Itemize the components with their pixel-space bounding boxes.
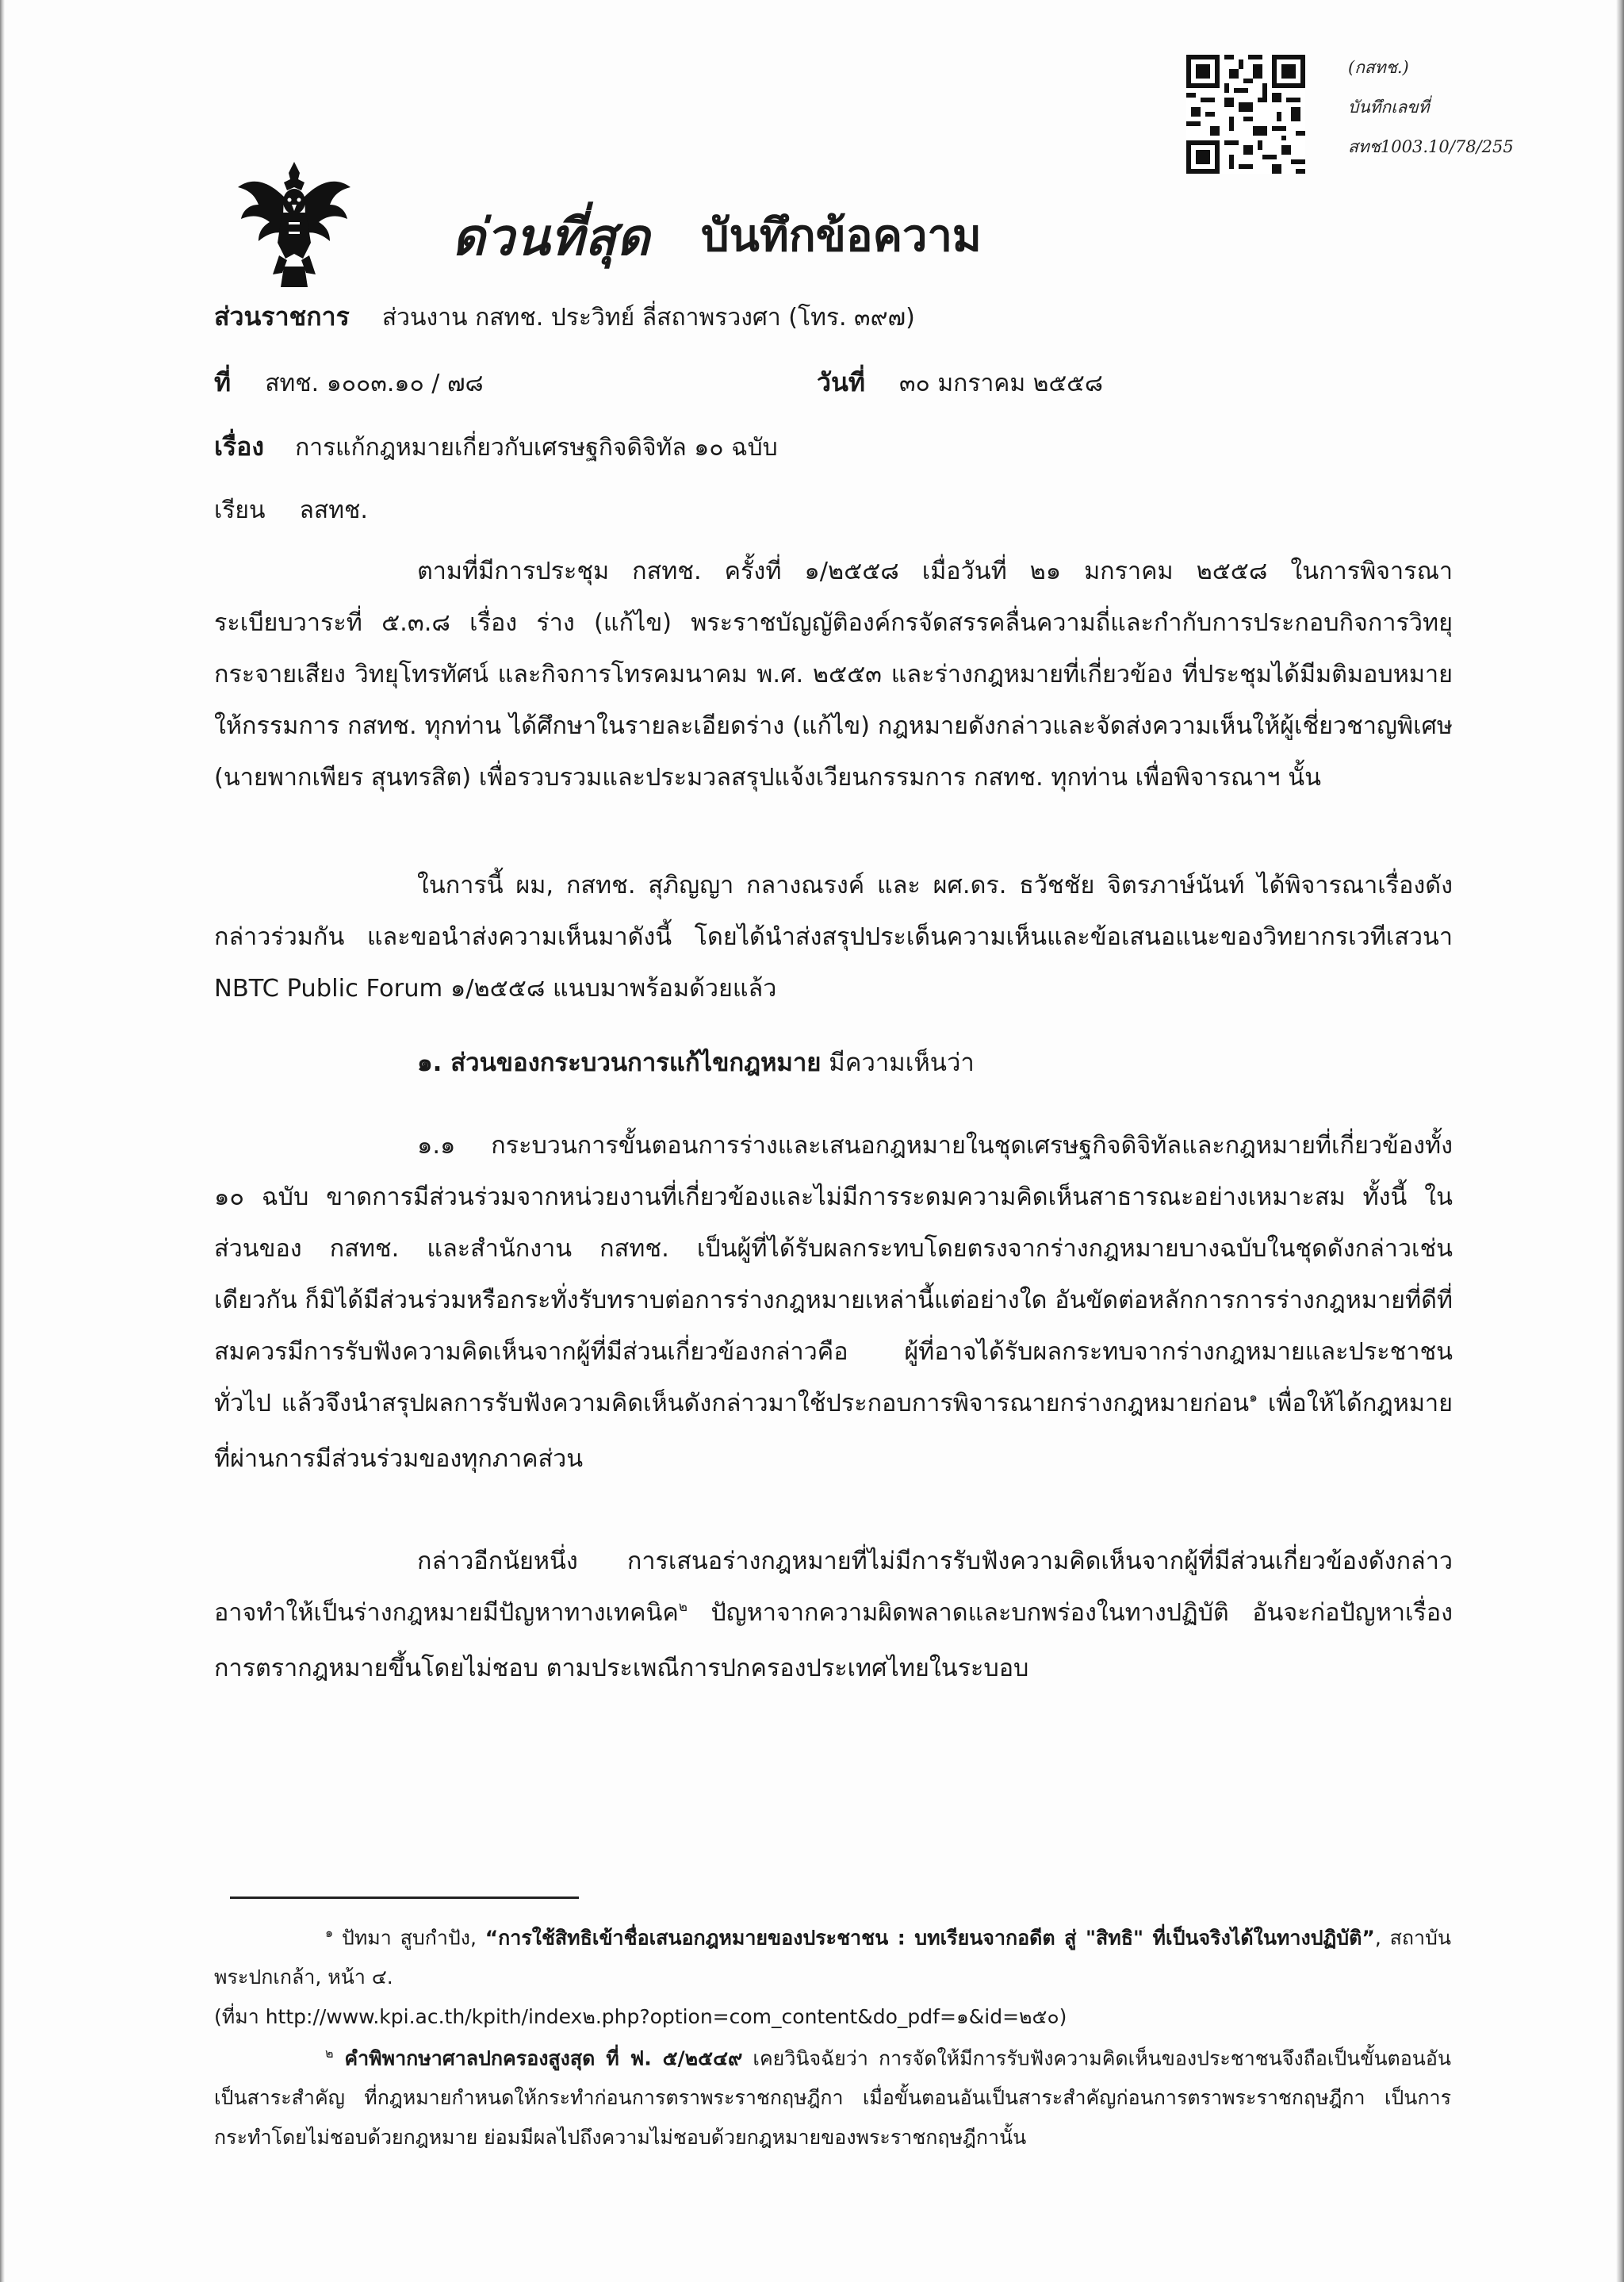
recipient-line xyxy=(214,492,368,529)
subject-value: การแก้กฎหมายเกี่ยวกับเศรษฐกิจดิจิทัล ๑๐ ฉบับ xyxy=(295,434,778,462)
footnote-divider xyxy=(230,1897,579,1899)
paragraph-text: ในการนี้ ผม, กสทช. สุภิญญา กลางณรงค์ และ ผศ.ดร. ธวัชชัย จิตรภาษ์นันท์ ได้พิจารณาเรื่องดังกล่าวร่วมกัน และขอนำส่งความเห็นมาดังนี้ โดยได้นำส่งสรุปประเด็นความเห็นและข้อเสนอแนะของวิทยากรเวทีเสวนา NBTC Public Forum ๑/๒๕๕๘ แนบมาพร้อมด้วยแล้ว xyxy=(214,872,1453,1003)
paragraph-text-tail: เพื่อให้ได้กฎหมายที่ผ่านการมีส่วนร่วมของทุกภาคส่วน xyxy=(214,1390,1453,1473)
recipient-label: เรียน xyxy=(214,497,266,524)
paragraph-text: กล่าวอีกนัยหนึ่ง การเสนอร่างกฎหมายที่ไม่มีการรับฟังความคิดเห็นจากผู้ที่มีส่วนเกี่ยวข้องดังกล่าว อาจทำให้เป็นร่างกฎหมายมีปัญหาทางเทคนิค xyxy=(214,1548,1453,1627)
file-ref-label: บันทึกเลขที่ xyxy=(1348,98,1430,117)
footnote-1-title: “การใช้สิทธิเข้าชื่อเสนอกฎหมายของประชาชน : บทเรียนจากอดีต สู่ "สิทธิ" ที่เป็นจริงได้ในทางปฏิบัติ” xyxy=(485,1926,1375,1950)
file-reference xyxy=(1348,48,1514,167)
footnote-1-author: ปัทมา สูบกำปัง, xyxy=(333,1926,485,1950)
urgent-label: ด่วนที่สุด xyxy=(452,209,651,267)
footnote-1-source: (ที่มา http://www.kpi.ac.th/kpith/index๒.php?option=com_content&do_pdf=๑&id=๒๕๐) xyxy=(214,2005,1067,2029)
body-paragraph-1 xyxy=(214,546,1453,803)
body-paragraph-2 xyxy=(214,860,1453,1014)
footnote-1-publisher: , สถาบันพระปกเกล้า, หน้า ๔. xyxy=(214,1926,1451,1989)
footnote-2-text: เคยวินิจฉัยว่า การจัดให้มีการรับฟังความคิดเห็นของประชาชนจึงถือเป็นขั้นตอนอันเป็นสาระสำคัญ ที่กฎหมายกำหนดให้กระทำก่อนการตราพระราชกฤษฎีกา เมื่อขั้นตอนอันเป็นสาระสำคัญก่อนการตราพระราชกฤษฎีกา เป็นการกระทำโดยไม่ชอบด้วยกฎหมาย ย่อมมีผลไปถึงความไม่ชอบด้วยกฎหมายของพระราชกฤษฎีกานั้น xyxy=(214,2046,1452,2150)
paragraph-text: ๑.๑ กระบวนการขั้นตอนการร่างและเสนอกฎหมายในชุดเศรษฐกิจดิจิทัลและกฎหมายที่เกี่ยวข้องทั้ง ๑๐ ฉบับ ขาดการมีส่วนร่วมจากหน่วยงานที่เกี่ยวข้องและไม่มีการระดมความคิดเห็นสาธารณะอย่างเหมาะสม ทั้งนี้ ในส่วนของ กสทช. และสำนักงาน กสทช. เป็นผู้ที่ได้รับผลกระทบโดยตรงจากร่างกฎหมายบางฉบับในชุดดังกล่าวเช่นเดียวกัน ก็มิได้มีส่วนร่วมหรือกระทั่งรับทราบต่อการร่างกฎหมายเหล่านี้แต่อย่างใด อันขัดต่อหลักการการร่างกฎหมายที่ดีที่สมควรมีการรับฟังความคิดเห็นจากผู้ที่มีส่วนเกี่ยวข้องกล่าวคือ ผู้ที่อาจได้รับผลกระทบจากร่างกฎหมายและประชาชนทั่วไป แล้วจึงนำสรุปผลการรับฟังความคิดเห็นดังกล่าวมาใช้ประกอบการพิจารณายกร่างกฎหมายก่อน xyxy=(214,1132,1453,1417)
subject-label: เรื่อง xyxy=(214,431,264,462)
document-number-line xyxy=(214,362,484,403)
footnote-2-mark: ๒ xyxy=(325,2046,334,2061)
memo-title: บันทึกข้อความ xyxy=(701,210,982,262)
body-paragraph-3 xyxy=(214,1120,1453,1485)
footnote-1-mark: ๑ xyxy=(325,1925,334,1940)
garuda-emblem-icon xyxy=(235,155,354,290)
footnote-2 xyxy=(214,2034,1451,2157)
agency-line xyxy=(214,297,915,337)
body-paragraph-4 xyxy=(214,1536,1453,1694)
footnote-1 xyxy=(214,1913,1451,2037)
file-ref-number: สทช1003.10/78/255 xyxy=(1348,137,1514,156)
subject-line xyxy=(214,427,778,467)
scan-edge-left xyxy=(0,0,5,2282)
section-1-suffix: มีความเห็นว่า xyxy=(821,1049,975,1077)
section-1-title: ๑. ส่วนของกระบวนการแก้ไขกฎหมาย xyxy=(417,1049,822,1077)
date-line xyxy=(817,362,1103,403)
footnote-ref-2: ๒ xyxy=(678,1599,688,1615)
document-number-label: ที่ xyxy=(214,367,232,397)
recipient-value: ลสทช. xyxy=(299,497,368,524)
paragraph-text-tail: ปัญหาจากความผิดพลาดและบกพร่องในทางปฏิบัติ อันจะก่อปัญหาเรื่องการตรากฎหมายขึ้นโดยไม่ชอบ ตามประเพณีการปกครองประเทศไทยในระบอบ xyxy=(214,1599,1453,1682)
footnote-2-title: คำพิพากษาศาลปกครองสูงสุด ที่ ฟ. ๕/๒๕๔๙ xyxy=(333,2046,743,2070)
document-number-value: สทช. ๑๐๐๓.๑๐ / ๗๘ xyxy=(265,370,484,397)
scan-edge-right xyxy=(1616,0,1624,2282)
paragraph-text: ตามที่มีการประชุม กสทช. ครั้งที่ ๑/๒๕๕๘ เมื่อวันที่ ๒๑ มกราคม ๒๕๕๘ ในการพิจารณาระเบียบวาระที่ ๕.๓.๘ เรื่อง ร่าง (แก้ไข) พระราชบัญญัติองค์กรจัดสรรคลื่นความถี่และกำกับการประกอบกิจการวิทยุกระจายเสียง วิทยุโทรทัศน์ และกิจการโทรคมนาคม พ.ศ. ๒๕๕๓ และร่างกฎหมายที่เกี่ยวข้อง ที่ประชุมได้มีมติมอบหมายให้กรรมการ กสทช. ทุกท่าน ได้ศึกษาในรายละเอียดร่าง (แก้ไข) กฎหมายดังกล่าวและจัดส่งความเห็นให้ผู้เชี่ยวชาญพิเศษ (นายพากเพียร สุนทรสิต) เพื่อรวบรวมและประมวลสรุปแจ้งเวียนกรรมการ กสทช. ทุกท่าน เพื่อพิจารณาฯ นั้น xyxy=(214,558,1453,792)
file-ref-agency: (กสทช.) xyxy=(1348,58,1409,77)
agency-value: ส่วนงาน กสทช. ประวิทย์ ลี่สถาพรวงศา (โทร. ๓๙๗) xyxy=(381,304,915,332)
footnote-ref-1: ๑ xyxy=(1249,1390,1258,1406)
date-value: ๓๐ มกราคม ๒๕๕๘ xyxy=(899,370,1103,397)
qr-code-icon xyxy=(1186,51,1305,178)
agency-label: ส่วนราชการ xyxy=(214,301,350,332)
date-label: วันที่ xyxy=(817,367,865,397)
section-1-heading xyxy=(417,1042,975,1082)
